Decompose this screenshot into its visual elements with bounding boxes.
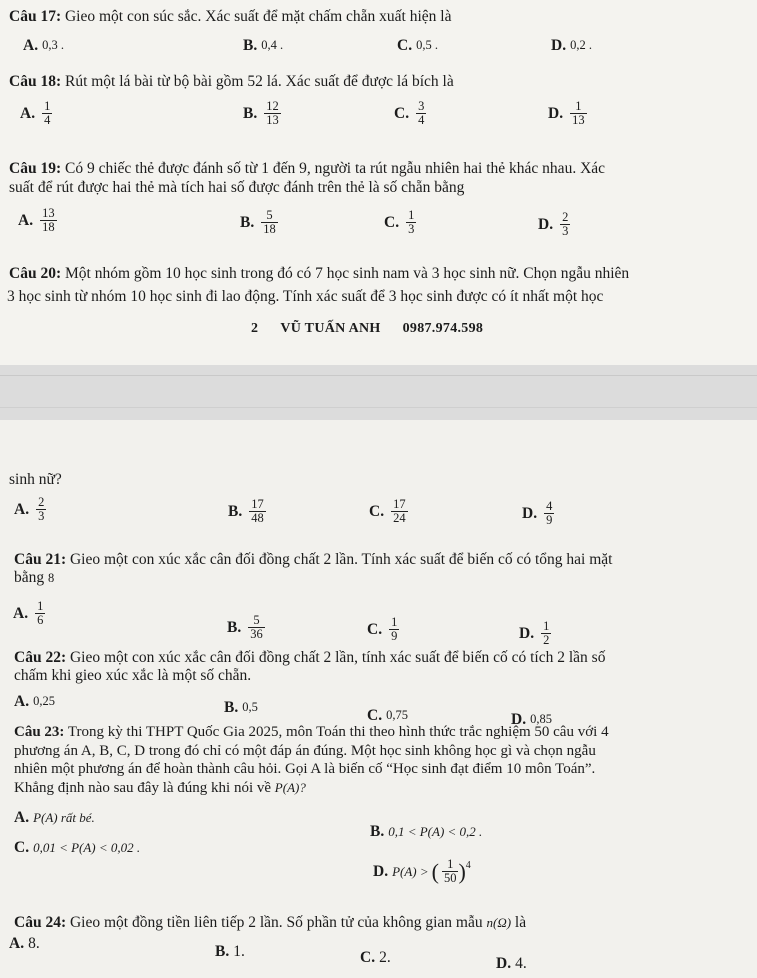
q17-option-a[interactable]: A. 0,3 . xyxy=(23,37,64,54)
page-gap xyxy=(0,365,757,420)
question-18: Câu 18: Rút một lá bài từ bộ bài gồm 52 lá. Xác suất để được lá bích là xyxy=(9,73,454,90)
question-20-line2: 3 học sinh từ nhóm 10 học sinh đi lao động. Tính xác suất để 3 học sinh được có ít nhất một học xyxy=(7,288,604,305)
q18-option-a[interactable]: A. $\frac{1}{4}$ xyxy=(20,99,51,127)
q23-option-a[interactable]: A. P(A) rất bé. xyxy=(14,809,95,826)
q18-option-b[interactable]: B. $\frac{12}{13}$ xyxy=(243,99,279,127)
q19-option-d[interactable]: D. $\frac{2}{3}$ xyxy=(538,210,569,238)
q20-option-b[interactable]: B. $\frac{17}{48}$ xyxy=(228,497,264,525)
q23-option-d[interactable]: D. P(A) > ( $\frac{1}{50}$ ) 4 xyxy=(373,857,471,885)
page-number: 2 xyxy=(251,321,259,336)
q21-option-c[interactable]: C. $\frac{1}{9}$ xyxy=(367,615,398,643)
q22-option-b[interactable]: B. 0,5 xyxy=(224,699,258,716)
q19-option-a[interactable]: A. $\frac{13}{18}$ xyxy=(18,206,55,234)
q23-option-b[interactable]: B. 0,1 < P(A) < 0,2 . xyxy=(370,823,483,840)
q17-option-c[interactable]: C. 0,5 . xyxy=(397,37,438,54)
question-23-line4: Khẳng định nào sau đây là đúng khi nói về P(A)? xyxy=(14,780,306,796)
question-21-line2: bằng 8 xyxy=(14,569,55,586)
q21-option-a[interactable]: A. $\frac{1}{6}$ xyxy=(13,599,44,627)
question-23-line2: phương án A, B, C, D trong đó chỉ có một đáp án đúng. Một học sinh không học gì và chọn ngẫu xyxy=(14,743,596,759)
q20-option-d[interactable]: D. $\frac{4}{9}$ xyxy=(522,499,553,527)
q19-option-b[interactable]: B. $\frac{5}{18}$ xyxy=(240,208,276,236)
q24-option-c[interactable]: C. 2. xyxy=(360,949,391,966)
q20-option-c[interactable]: C. $\frac{17}{24}$ xyxy=(369,497,406,525)
q18-option-d[interactable]: D. $\frac{1}{13}$ xyxy=(548,99,585,127)
question-19-line2: suất để rút được hai thẻ mà tích hai số được đánh trên thẻ là số chẵn bằng xyxy=(9,179,465,196)
q24-option-a[interactable]: A. 8. xyxy=(9,935,40,952)
q24-option-b[interactable]: B. 1. xyxy=(215,943,245,960)
question-21: Câu 21: Gieo một con xúc xắc cân đối đồng chất 2 lần. Tính xác suất để biến cố có tổng hai mặt xyxy=(14,551,613,568)
paren-open: ( xyxy=(431,859,439,884)
q22-option-a[interactable]: A. 0,25 xyxy=(14,693,55,710)
q17-option-b[interactable]: B. 0,4 . xyxy=(243,37,284,54)
q20-option-a[interactable]: A. $\frac{2}{3}$ xyxy=(14,495,45,523)
question-24: Câu 24: Gieo một đồng tiền liên tiếp 2 lần. Số phần tử của không gian mẫu n(Ω) là xyxy=(14,914,527,931)
page-footer xyxy=(251,321,505,337)
question-23-line3: nhiên một phương án để hoàn thành câu hỏi. Gọi A là biến cố “Học sinh đạt điểm 10 môn Toán”. xyxy=(14,761,596,777)
q22-option-c[interactable]: C. 0,75 xyxy=(367,707,408,724)
author-name: VŨ TUẤN ANH xyxy=(280,321,381,336)
q19-option-c[interactable]: C. $\frac{1}{3}$ xyxy=(384,208,415,236)
q23-option-c[interactable]: C. 0,01 < P(A) < 0,02 . xyxy=(14,839,141,856)
q21-option-b[interactable]: B. $\frac{5}{36}$ xyxy=(227,613,263,641)
q24-option-d[interactable]: D. 4. xyxy=(496,955,527,972)
q17-option-d[interactable]: D. 0,2 . xyxy=(551,37,592,54)
q21-option-d[interactable]: D. $\frac{1}{2}$ xyxy=(519,619,550,647)
author-phone: 0987.974.598 xyxy=(402,321,484,336)
question-19: Câu 19: Có 9 chiếc thẻ được đánh số từ 1 đến 9, người ta rút ngẫu nhiên hai thẻ khác nhau. Xác xyxy=(9,160,606,177)
question-23: Câu 23: Trong kỳ thi THPT Quốc Gia 2025, môn Toán thi theo hình thức trắc nghiệm 50 câu với 4 xyxy=(14,724,609,740)
q22-option-d[interactable]: D. 0,85 xyxy=(511,711,552,728)
question-22-line2: chấm khi gieo xúc xắc là một số chẵn. xyxy=(14,667,252,684)
question-22: Câu 22: Gieo một con xúc xắc cân đối đồng chất 2 lần, tính xác suất để biến cố có tích 2 lần số xyxy=(14,649,606,666)
question-17: Câu 17: Gieo một con súc sắc. Xác suất để mặt chấm chẵn xuất hiện là xyxy=(9,8,452,25)
question-20-line3: sinh nữ? xyxy=(9,471,62,488)
question-20: Câu 20: Một nhóm gồm 10 học sinh trong đó có 7 học sinh nam và 3 học sinh nữ. Chọn ngẫu nhiên xyxy=(9,265,630,282)
q18-option-c[interactable]: C. $\frac{3}{4}$ xyxy=(394,99,425,127)
paren-close: ) xyxy=(458,859,466,884)
